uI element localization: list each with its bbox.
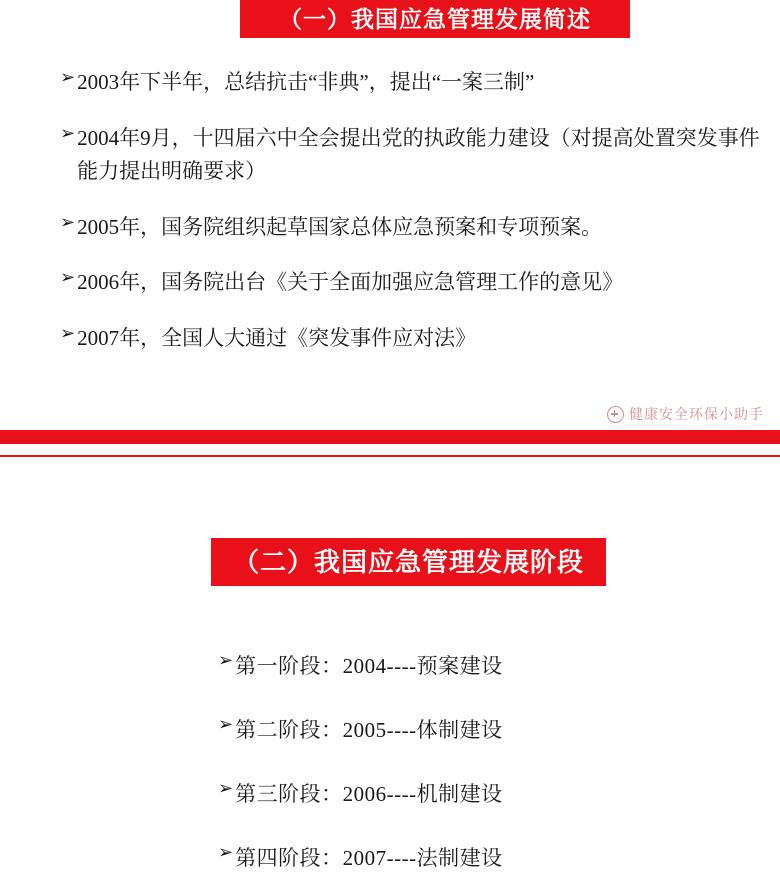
list-item-text: 第四阶段：2007----法制建设 bbox=[235, 846, 503, 870]
list-item bbox=[218, 714, 738, 744]
bullet-arrow-icon: ➢ bbox=[60, 267, 76, 288]
list-item bbox=[60, 266, 760, 300]
bullet-arrow-icon: ➢ bbox=[218, 778, 234, 798]
bullet-arrow-icon: ➢ bbox=[60, 211, 76, 232]
slide-two-bullet-list bbox=[218, 650, 738, 872]
slide-emergency-management-overview bbox=[0, 0, 780, 424]
bullet-arrow-icon: ➢ bbox=[60, 122, 76, 143]
watermark bbox=[607, 404, 764, 424]
slide-one-bullet-list bbox=[60, 66, 760, 378]
list-item bbox=[60, 122, 760, 189]
separator-thin-line bbox=[0, 455, 780, 457]
slide-separator bbox=[0, 424, 780, 456]
bullet-arrow-icon: ➢ bbox=[218, 650, 234, 670]
list-item bbox=[60, 211, 760, 245]
list-item-text: 2004年9月，十四届六中全会提出党的执政能力建设（对提高处置突发事件能力提出明确要求） bbox=[77, 125, 760, 184]
slide-two-title-banner: （二）我国应急管理发展阶段 bbox=[211, 538, 606, 586]
separator-thick-bar bbox=[0, 430, 780, 444]
list-item bbox=[60, 66, 760, 100]
slide-emergency-management-stages bbox=[0, 458, 780, 872]
watermark-text: 健康安全环保小助手 bbox=[629, 406, 764, 422]
list-item bbox=[218, 650, 738, 680]
list-item bbox=[60, 322, 760, 356]
bullet-arrow-icon: ➢ bbox=[60, 322, 76, 343]
bullet-arrow-icon: ➢ bbox=[60, 67, 76, 87]
list-item bbox=[218, 842, 738, 872]
list-item-text: 第二阶段：2005----体制建设 bbox=[235, 718, 503, 742]
bullet-arrow-icon: ➢ bbox=[218, 714, 234, 734]
plus-circle-icon bbox=[607, 406, 624, 423]
list-item-text: 2005年，国务院组织起草国家总体应急预案和专项预案。 bbox=[77, 214, 603, 239]
bullet-arrow-icon: ➢ bbox=[218, 842, 234, 862]
slide-one-title-banner: （一）我国应急管理发展简述 bbox=[240, 0, 630, 38]
list-item-text: 2006年，国务院出台《关于全面加强应急管理工作的意见》 bbox=[77, 270, 624, 295]
list-item-text: 2007年，全国人大通过《突发事件应对法》 bbox=[77, 325, 477, 350]
list-item bbox=[218, 778, 738, 808]
list-item-text: 第一阶段：2004----预案建设 bbox=[235, 654, 503, 678]
list-item-text: 2003年下半年，总结抗击“非典”，提出“一案三制” bbox=[77, 70, 535, 94]
list-item-text: 第三阶段：2006----机制建设 bbox=[235, 782, 503, 806]
